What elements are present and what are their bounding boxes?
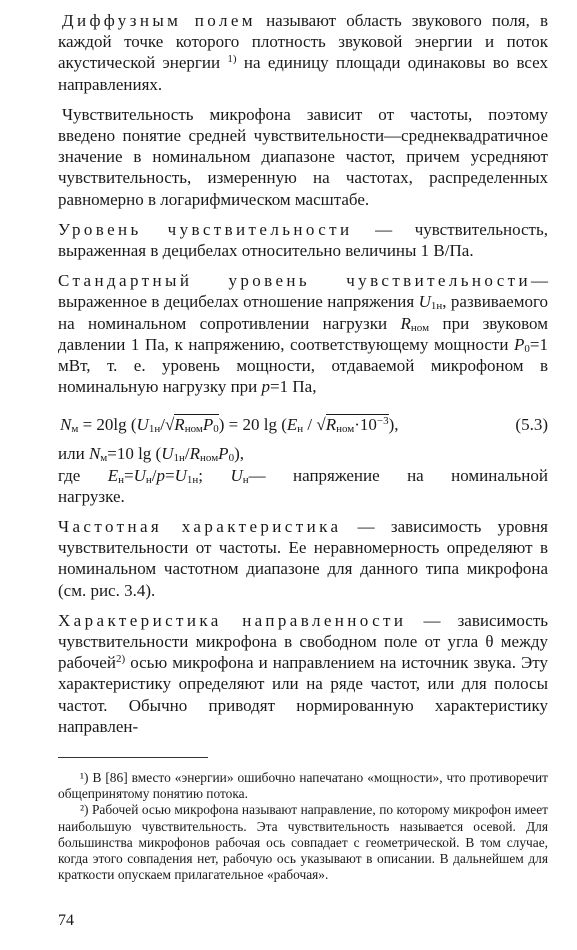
symbol-u: U — [418, 292, 431, 312]
symbol-subscript: 0 — [228, 452, 235, 465]
eq-symbol: R — [174, 415, 185, 435]
eq-symbol: U — [136, 415, 149, 435]
page-number: 74 — [58, 912, 74, 929]
eq-text: / — [160, 415, 165, 435]
symbol-subscript: 0 — [524, 342, 530, 355]
line-text: — напряжение на номинальной — [248, 465, 548, 485]
footnote-ref-1: 1) — [227, 53, 237, 66]
sqrt-sign: √ — [164, 415, 175, 435]
term-diffuse-field: Диффузным полем — [62, 11, 256, 30]
equation-number: (5.3) — [515, 415, 548, 435]
footnote-ref-2: 2) — [115, 653, 126, 666]
symbol-u: U — [230, 465, 243, 485]
symbol-p0: P — [218, 444, 229, 464]
term-directivity: Характеристика направленности — [58, 610, 407, 630]
eq-superscript: −3 — [376, 415, 389, 428]
symbol-subscript: 1н — [173, 452, 185, 465]
symbol-subscript: н — [145, 473, 152, 486]
paragraph-text: — зависимость уровня чувствительности от частоты. Ее неравномерность определяют в номинальном частотном диапазоне для данного типа микрофона (см. рис. 3.4). — [58, 517, 548, 600]
eq-subscript: ном — [184, 423, 203, 436]
footnote-mark: ²) — [80, 802, 89, 818]
eq-subscript: н — [297, 423, 304, 436]
eq-symbol: R — [325, 415, 337, 435]
paragraph-text: называют область звукового поля, в каждой точке которого плотность звуковой энергии и поток акустической энергии — [58, 11, 548, 73]
equation-body — [60, 414, 399, 435]
paragraph-standard-level — [58, 270, 548, 397]
footnote-text: В [86] вместо «энергии» ошибочно напечатано «мощности», что противоречит общепринятому понятию потока. — [58, 770, 548, 802]
line-text: ; — [198, 465, 231, 485]
footnote-2 — [58, 802, 548, 883]
eq-text: ) = 20 lg ( — [218, 415, 287, 435]
eq-symbol: P — [202, 415, 214, 435]
line-text: =10 lg ( — [107, 444, 162, 464]
symbol-e: E — [107, 465, 119, 485]
footnotes — [58, 770, 548, 883]
paragraph-sensitivity-level — [58, 219, 548, 261]
symbol-subscript: 1н — [430, 300, 443, 313]
paragraph-text: — зависимость чувствительности микрофона в свободном поле от угла θ между рабочей — [58, 610, 548, 673]
term-frequency-response: Частотная характеристика — [58, 517, 342, 537]
sqrt-content — [326, 414, 389, 434]
line-text: = — [165, 465, 175, 485]
eq-symbol: N — [60, 415, 72, 435]
eq-subscript: 1н — [148, 423, 161, 436]
eq-subscript: м — [71, 423, 79, 436]
paragraph-text: осью микрофона и направлением на источник звука. Эту характеристику определяют или на ряде частот, или для полосы частот. Обычно приводят нормированную характеристику направлен- — [58, 653, 548, 736]
symbol-p: p — [156, 465, 166, 485]
term-sensitivity-level: Уровень чувствительности — [58, 219, 353, 239]
symbol-u: U — [133, 465, 146, 485]
line-text: или — [58, 444, 89, 464]
equation-alt-form — [58, 443, 548, 464]
term-standard-level: Стандартный уровень чувствительности — [58, 271, 531, 291]
paragraph-directivity — [58, 610, 548, 737]
footnote-text: Рабочей осью микрофона называют направление, по которому микрофон имеет наибольшую чувствительность. Эта чувствительность называется осевой. Для большинства микрофонов рабочая ось совпадает с геометрической. В том случае, когда этого совпадения нет, рабочую ось указывают в описании. В дальнейшем для краткости опускаем прилагательное «рабочая». — [58, 802, 548, 883]
symbol-subscript: ном — [410, 321, 430, 334]
paragraph-text: на единицу площади одинаковы во всех направлениях. — [58, 53, 548, 94]
sqrt-sign: √ — [316, 415, 326, 435]
eq-subscript: ном — [336, 423, 355, 436]
paragraph-frequency-response — [58, 516, 548, 601]
line-text: ), — [234, 444, 244, 464]
equation-5-3 — [58, 411, 548, 443]
symbol-subscript: м — [100, 452, 108, 465]
line-text: = — [124, 465, 134, 485]
main-text — [58, 10, 548, 746]
symbol-subscript: 1н — [186, 473, 199, 486]
paragraph-text: =1 мВт, т. е. уровень мощности, отдаваемой микрофоном в номинальную нагрузку при — [58, 334, 548, 397]
symbol-n: N — [88, 444, 101, 464]
footnote-divider — [58, 757, 208, 758]
symbol-r: R — [400, 313, 411, 333]
paragraph-diffuse-field — [58, 10, 548, 95]
eq-subscript: 0 — [213, 423, 219, 436]
eq-symbol: E — [286, 415, 298, 435]
symbol-u: U — [161, 444, 174, 464]
paragraph-text: , развиваемого на номинальном сопротивлении нагрузки — [58, 292, 548, 333]
paragraph-text: при звуковом давлении 1 Па, к напряжению, соответствующему мощности — [58, 313, 548, 354]
footnote-mark: ¹) — [80, 770, 89, 785]
line-text: / — [184, 444, 190, 464]
paragraph-sensitivity — [58, 104, 548, 210]
paragraph-text: Чувствительность микрофона зависит от частоты, поэтому введено понятие средней чувствительности—среднеквадратичное значение в номинальном диапазоне частот, причем усредняют чувствительность, измеренную на частотах, распределенных равномерно в логарифмическом масштабе. — [58, 104, 548, 209]
line-text: / — [151, 465, 157, 485]
symbol-p0: P — [514, 334, 525, 354]
symbol-u: U — [174, 465, 187, 485]
paragraph-text: —выраженное в децибелах отношение напряжения — [58, 271, 548, 312]
symbol-subscript: н — [118, 473, 125, 486]
line-text: где — [58, 465, 108, 485]
symbol-subscript: н — [242, 473, 249, 486]
eq-slash: / — [303, 415, 317, 435]
symbol-p: p — [261, 377, 271, 397]
eq-text: = 20lg ( — [78, 415, 137, 435]
definition-line-end: нагрузке. — [58, 486, 125, 506]
eq-text: ), — [388, 415, 399, 435]
symbol-subscript: ном — [200, 452, 219, 465]
definition-line — [58, 465, 548, 486]
footnote-1 — [58, 770, 548, 802]
eq-text: ·10 — [354, 415, 377, 435]
paragraph-text: =1 Па, — [270, 377, 317, 397]
paragraph-text: — чувствительность, выраженная в децибелах относительно величины 1 В/Па. — [58, 219, 548, 261]
sqrt-content — [174, 414, 218, 434]
symbol-r: R — [189, 444, 201, 464]
